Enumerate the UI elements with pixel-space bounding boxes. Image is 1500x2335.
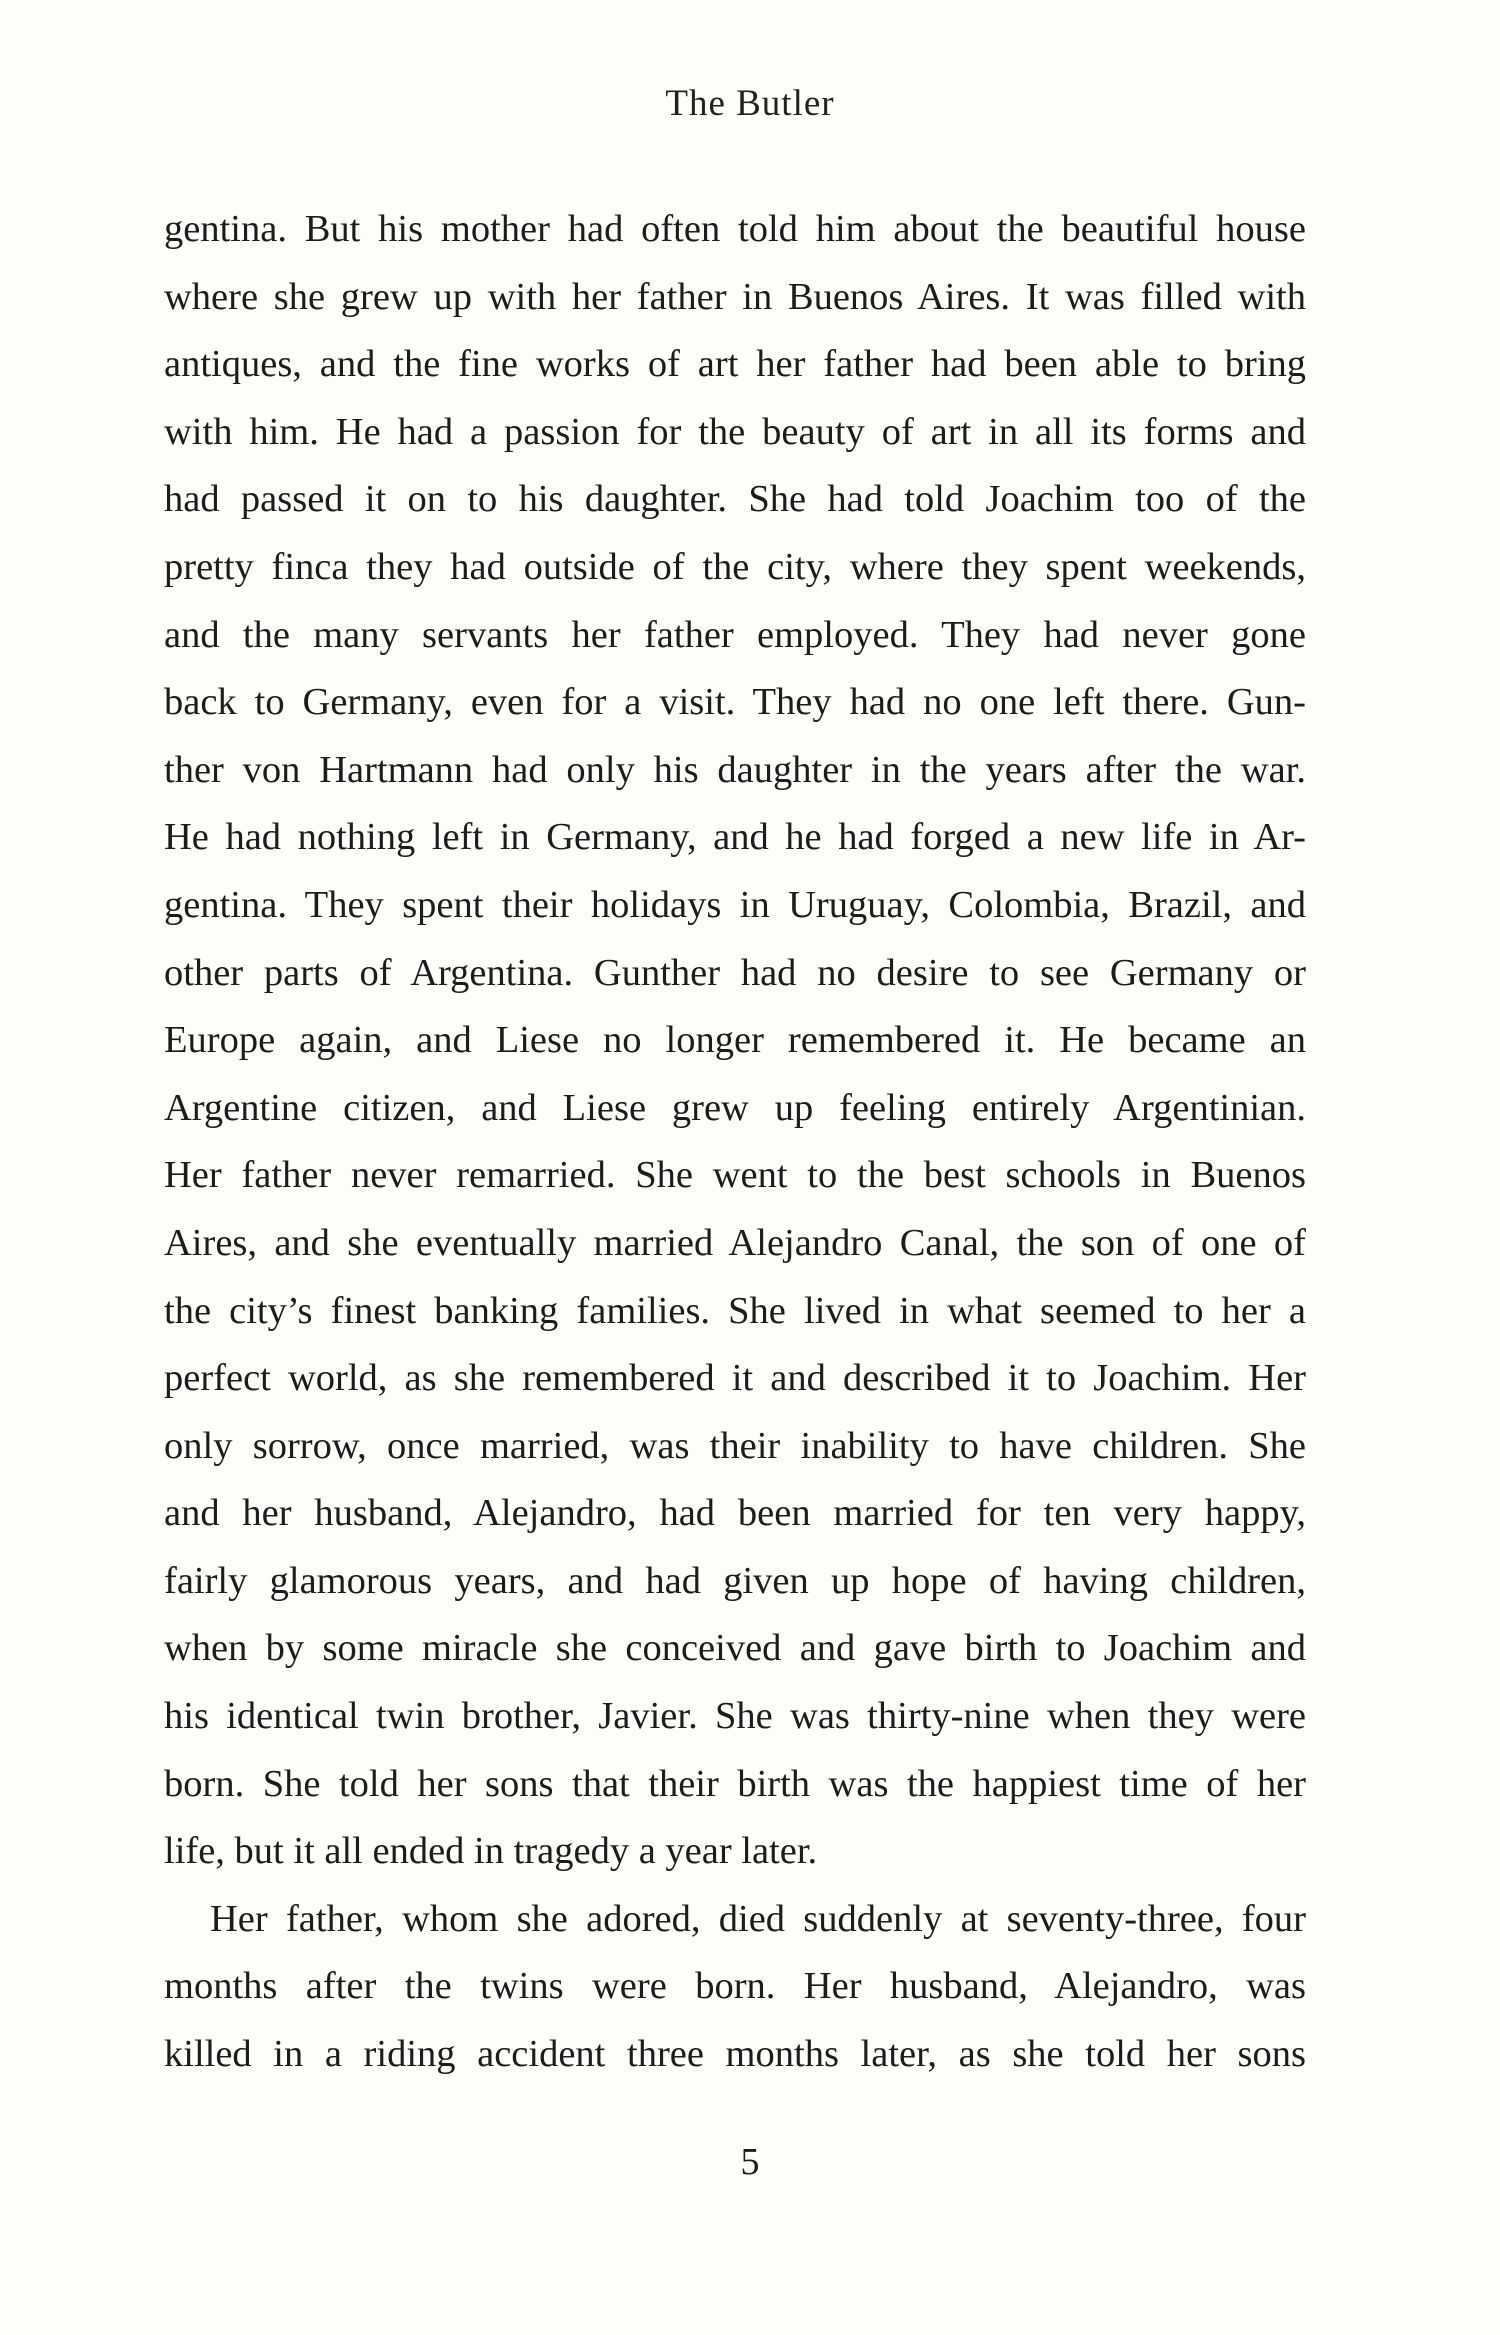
text-line: back to Germany, even for a visit. They had no one left there. Gun- bbox=[164, 681, 1306, 724]
text-line: perfect world, as she remembered it and described it to Joachim. Her bbox=[164, 1357, 1306, 1400]
page-number: 5 bbox=[740, 2141, 760, 2183]
text-line: with him. He had a passion for the beauty of art in all its forms and bbox=[164, 410, 1306, 453]
text-line: only sorrow, once married, was their inability to have children. She bbox=[164, 1424, 1306, 1467]
text-line: and her husband, Alejandro, had been married for ten very happy, bbox=[164, 1492, 1306, 1535]
text-line: life, but it all ended in tragedy a year later. bbox=[164, 1830, 818, 1873]
text-line: He had nothing left in Germany, and he had forged a new life in Ar- bbox=[164, 816, 1306, 859]
text-line: months after the twins were born. Her husband, Alejandro, was bbox=[164, 1965, 1306, 2008]
text-line: the city’s finest banking families. She lived in what seemed to her a bbox=[164, 1289, 1306, 1332]
text-line: and the many servants her father employed. They had never gone bbox=[164, 613, 1306, 656]
text-line: gentina. But his mother had often told him about the beautiful house bbox=[164, 208, 1306, 250]
text-line: his identical twin brother, Javier. She was thirty-nine when they were bbox=[164, 1695, 1306, 1738]
text-line: ther von Hartmann had only his daughter in the years after the war. bbox=[164, 748, 1306, 791]
text-line: other parts of Argentina. Gunther had no desire to see Germany or bbox=[164, 951, 1306, 994]
text-line: antiques, and the fine works of art her father had been able to bring bbox=[164, 343, 1306, 386]
text-line: had passed it on to his daughter. She had told Joachim too of the bbox=[164, 478, 1306, 521]
text-line: pretty finca they had outside of the city, where they spent weekends, bbox=[164, 545, 1306, 588]
text-line: Her father, whom she adored, died suddenly at seventy-three, four bbox=[210, 1897, 1306, 1940]
text-line: fairly glamorous years, and had given up hope of having children, bbox=[164, 1559, 1306, 1602]
running-head: The Butler bbox=[665, 83, 835, 124]
text-line: when by some miracle she conceived and gave birth to Joachim and bbox=[164, 1627, 1306, 1670]
text-line: Europe again, and Liese no longer remembered it. He became an bbox=[164, 1019, 1306, 1062]
body-text bbox=[164, 196, 1306, 2089]
text-line: killed in a riding accident three months later, as she told her sons bbox=[164, 2033, 1306, 2076]
text-line: Her father never remarried. She went to the best schools in Buenos bbox=[164, 1154, 1306, 1197]
text-line: born. She told her sons that their birth was the happiest time of her bbox=[164, 1762, 1306, 1805]
text-line: Aires, and she eventually married Alejandro Canal, the son of one of bbox=[164, 1221, 1306, 1264]
text-line: gentina. They spent their holidays in Uruguay, Colombia, Brazil, and bbox=[164, 883, 1306, 926]
text-line: Argentine citizen, and Liese grew up feeling entirely Argentinian. bbox=[164, 1086, 1306, 1129]
text-line: where she grew up with her father in Buenos Aires. It was filled with bbox=[164, 275, 1306, 318]
